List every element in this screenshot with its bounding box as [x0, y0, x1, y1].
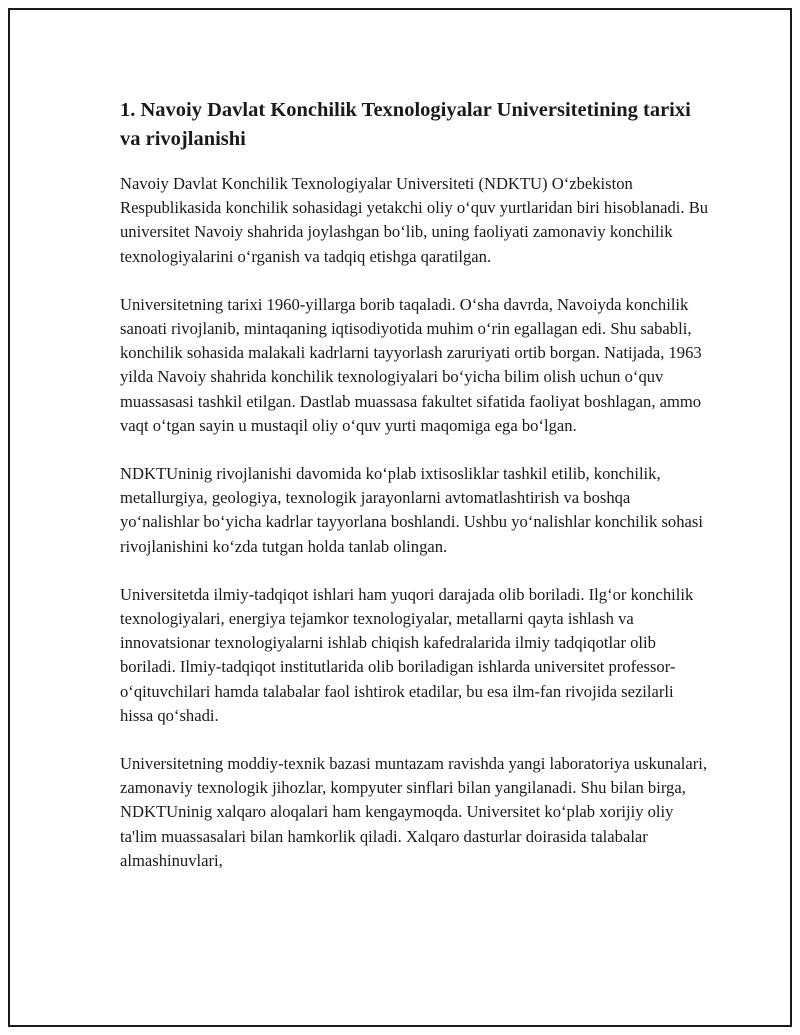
paragraph-intro: Navoiy Davlat Konchilik Texnologiyalar Universiteti (NDKTU) O‘zbekiston Respublikasida konchilik sohasidagi yetakchi oliy o‘quv yurtlaridan biri hisoblanadi. Bu universitet Navoiy shahrida joylashgan bo‘lib, uning faoliyati zamonaviy konchilik texnologiyalarini o‘rganish va tadqiq etishga qaratilgan. — [120, 174, 709, 266]
paragraph-research: Universitetda ilmiy-tadqiqot ishlari ham yuqori darajada olib boriladi. Ilg‘or konchilik texnologiyalari, energiya tejamkor texnologiyalar, metallarni qayta ishlash va innovatsionar texnologiyalarni ishlab chiqish kafedralarida ilmiy tadqiqotlar olib boriladi. Ilmiy-tadqiqot institutlarida olib boriladigan ishlarda universitet professor-o‘qituvchilari hamda talabalar faol ishtirok etadilar, bu esa ilm-fan rivojida sezilarli hissa qo‘shadi. — [120, 584, 694, 725]
paragraph-infrastructure: Universitetning moddiy-texnik bazasi muntazam ravishda yangi laboratoriya uskunalari, zamonaviy texnologik jihozlar, kompyuter sinflari bilan yangilanadi. Shu bilan birga, NDKTUninig xalqaro aloqalari ham kengaymoqda. Universitet ko‘plab xorijiy oliy ta'lim muassasalari bilan hamkorlik qiladi. Xalqaro dasturlar doirasida talabalar almashinuvlari, — [120, 754, 708, 870]
paragraph-history: Universitetning tarixi 1960-yillarga borib taqaladi. O‘sha davrda, Navoiyda konchilik sanoati rivojlanib, mintaqaning iqtisodiyotida muhim o‘rin egallagan edi. Shu sababli, konchilik sohasida malakali kadrlarni tayyorlash zaruriyati ortib borgan. Natijada, 1963 yilda Navoiy shahrida konchilik texnologiyalari bo‘yicha bilim olish uchun o‘quv muassasasi tashkil etilgan. Dastlab muassasa fakultet sifatida faoliyat boshlagan, ammo vaqt o‘tgan sayin u mustaqil oliy o‘quv yurti maqomiga ega bo‘lgan. — [120, 294, 702, 435]
section-heading: 1. Navoiy Davlat Konchilik Texnologiyalar Universitetining tarixi va rivojlanishi — [120, 99, 691, 150]
document-content — [120, 96, 710, 897]
paragraph-development: NDKTUninig rivojlanishi davomida ko‘plab ixtisosliklar tashkil etilib, konchilik, metallurgiya, geologiya, texnologik jarayonlarni avtomatlashtirish va boshqa yo‘nalishlar bo‘yicha kadrlar tayyorlana boshlandi. Ushbu yo‘nalishlar konchilik sohasi rivojlanishini ko‘zda tutgan holda tanlab olingan. — [120, 464, 703, 556]
document-page — [8, 8, 792, 1027]
